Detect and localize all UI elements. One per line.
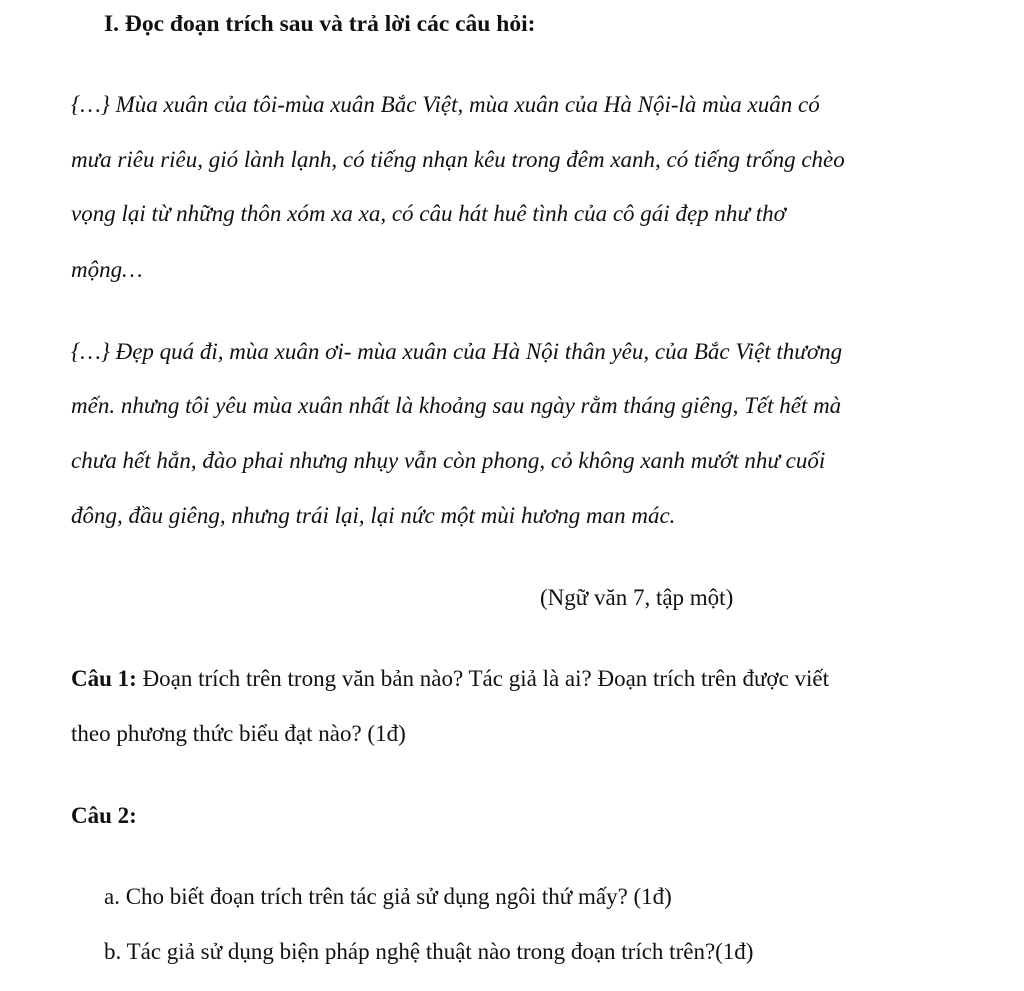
- passage2-line-3: chưa hết hẳn, đào phai nhưng nhụy vẫn còn phong, cỏ không xanh mướt như cuối: [71, 448, 826, 473]
- question-2-label: Câu 2:: [71, 803, 137, 828]
- question-1-line-1: [71, 664, 829, 694]
- question-1-line-2: theo phương thức biểu đạt nào? (1đ): [71, 721, 406, 746]
- question-2a: a. Cho biết đoạn trích trên tác giả sử dụng ngôi thứ mấy? (1đ): [104, 884, 672, 909]
- passage2-line-2: mến. nhưng tôi yêu mùa xuân nhất là khoảng sau ngày rằm tháng giêng, Tết hết mà: [71, 393, 842, 418]
- passage2-line-1: {…} Đẹp quá đi, mùa xuân ơi- mùa xuân của Hà Nội thân yêu, của Bắc Việt thương: [71, 339, 843, 364]
- question-2b: b. Tác giả sử dụng biện pháp nghệ thuật nào trong đoạn trích trên?(1đ): [104, 939, 754, 964]
- passage1-line-4: mộng…: [71, 257, 143, 282]
- passage1-line-3: vọng lại từ những thôn xóm xa xa, có câu hát huê tình của cô gái đẹp như thơ: [71, 201, 786, 226]
- question-1-label: Câu 1:: [71, 666, 137, 691]
- passage1-line-1: {…} Mùa xuân của tôi-mùa xuân Bắc Việt, mùa xuân của Hà Nội-là mùa xuân có: [71, 92, 820, 117]
- source-citation: (Ngữ văn 7, tập một): [540, 585, 734, 610]
- question-1-text: Đoạn trích trên trong văn bản nào? Tác giả là ai? Đoạn trích trên được viết: [136, 666, 830, 691]
- passage1-line-2: mưa riêu riêu, gió lành lạnh, có tiếng nhạn kêu trong đêm xanh, có tiếng trống chèo: [71, 147, 845, 172]
- section-heading: I. Đọc đoạn trích sau và trả lời các câu hỏi:: [104, 11, 536, 37]
- passage2-line-4: đông, đầu giêng, nhưng trái lại, lại nức một mùi hương man mác.: [71, 503, 676, 528]
